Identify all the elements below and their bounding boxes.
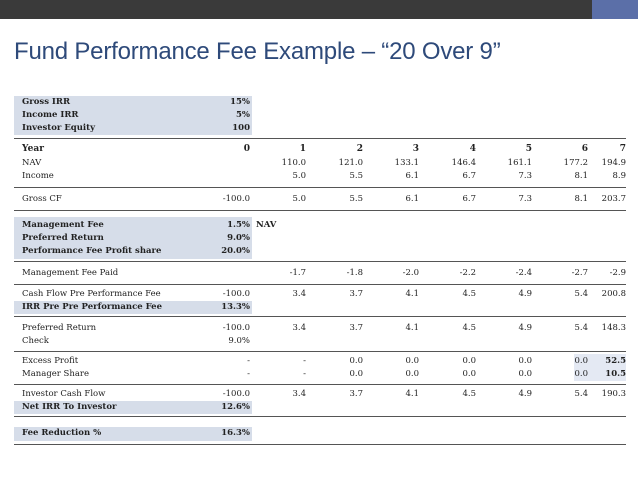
- excess-profit-row: [14, 355, 626, 368]
- cell-year-2: 0.0: [349, 356, 363, 366]
- cell-year-6: 5.4: [574, 323, 588, 333]
- row-label: Fee Reduction %: [22, 428, 102, 438]
- cell-year-7: 148.3: [601, 323, 626, 333]
- cell-year-7: 194.9: [601, 158, 626, 168]
- cell-year-4: 4: [469, 144, 476, 154]
- cell-year-4: 6.7: [462, 194, 476, 204]
- cell-year-4: 4.5: [462, 289, 476, 299]
- cell-year-3: 4.1: [405, 389, 419, 399]
- row-label: Preferred Return: [22, 323, 97, 333]
- cell-year-5: 7.3: [518, 171, 532, 181]
- cell-year-0: -: [247, 369, 250, 379]
- cell-year-0: -100.0: [222, 323, 250, 333]
- cell-year-2: 3.7: [349, 389, 363, 399]
- row-label: Income: [22, 171, 54, 181]
- cell-year-3: 6.1: [405, 171, 419, 181]
- cell-year-7: -2.9: [609, 268, 626, 278]
- year-row: [14, 143, 626, 156]
- cell-year-4: 4.5: [462, 389, 476, 399]
- cell-year-7: 10.5: [605, 369, 626, 379]
- irr-pre-row: [14, 301, 626, 314]
- cell-year-3: 4.1: [405, 323, 419, 333]
- divider: [14, 261, 626, 262]
- cell-year-6: 5.4: [574, 289, 588, 299]
- cell-year-4: 0.0: [462, 356, 476, 366]
- fee-label: Management Fee: [22, 220, 104, 230]
- input-label: Gross IRR: [22, 97, 71, 107]
- cell-year-7: 203.7: [601, 194, 626, 204]
- cell-year-5: 7.3: [518, 194, 532, 204]
- gross-cf-row: [14, 193, 626, 206]
- fee-value: 20.0%: [221, 246, 250, 256]
- cell-year-2: 5.5: [349, 194, 363, 204]
- row-label: Gross CF: [22, 194, 62, 204]
- cell-year-3: 0.0: [405, 356, 419, 366]
- cell-year-5: 0.0: [518, 369, 532, 379]
- cell-year-6: 8.1: [574, 171, 588, 181]
- cell-year-5: 161.1: [507, 158, 532, 168]
- cell-year-0: -: [247, 356, 250, 366]
- fee-note: NAV: [256, 220, 277, 230]
- row-label: Investor Cash Flow: [22, 389, 106, 399]
- input-value: 100: [232, 123, 250, 133]
- cell-year-2: 2: [356, 144, 363, 154]
- cell-year-0: -100.0: [222, 389, 250, 399]
- fee-value: 9.0%: [227, 233, 250, 243]
- row-label: Cash Flow Pre Performance Fee: [22, 289, 161, 299]
- fee-reduction-row: [14, 427, 626, 440]
- fee-label: Performance Fee Profit share: [22, 246, 162, 256]
- cell-year-2: 121.0: [338, 158, 363, 168]
- cell-year-4: 146.4: [451, 158, 476, 168]
- cell-year-7: 7: [619, 144, 626, 154]
- row-value: 9.0%: [228, 336, 250, 346]
- divider: [14, 316, 626, 317]
- input-label: Investor Equity: [22, 123, 96, 133]
- cell-year-3: 133.1: [394, 158, 419, 168]
- fee-table: [14, 90, 626, 476]
- cell-year-3: 0.0: [405, 369, 419, 379]
- cell-year-6: 0.0: [574, 369, 588, 379]
- cell-year-2: 5.5: [349, 171, 363, 181]
- input-value: 15%: [230, 97, 250, 107]
- input-income-irr: [14, 109, 626, 122]
- fee-performance-share: [14, 245, 626, 258]
- manager-share-row: [14, 368, 626, 381]
- cell-year-5: 5: [525, 144, 532, 154]
- cell-year-1: 5.0: [292, 171, 306, 181]
- row-value: 12.6%: [221, 402, 250, 412]
- cell-year-6: 8.1: [574, 194, 588, 204]
- divider: [14, 351, 626, 352]
- cell-year-7: 52.5: [605, 356, 626, 366]
- investor-cf-row: [14, 388, 626, 401]
- cell-year-6: -2.7: [571, 268, 588, 278]
- pref-return-row: [14, 322, 626, 335]
- row-label: IRR Pre Pre Performance Fee: [22, 302, 163, 312]
- divider: [14, 138, 626, 139]
- cell-year-2: -1.8: [346, 268, 363, 278]
- cell-year-0: -100.0: [222, 194, 250, 204]
- divider: [14, 210, 626, 211]
- slide-title: Fund Performance Fee Example – “20 Over 9”: [14, 38, 501, 65]
- cell-year-2: 0.0: [349, 369, 363, 379]
- cell-year-4: 0.0: [462, 369, 476, 379]
- cf-pre-row: [14, 288, 626, 301]
- fee-preferred-return: [14, 232, 626, 245]
- cell-year-4: 6.7: [462, 171, 476, 181]
- row-value: 13.3%: [221, 302, 250, 312]
- divider: [14, 384, 626, 385]
- cell-year-3: 3: [412, 144, 419, 154]
- cell-year-5: 0.0: [518, 356, 532, 366]
- input-gross-irr: [14, 96, 626, 109]
- row-label: Excess Profit: [22, 356, 79, 366]
- net-irr-row: [14, 401, 626, 414]
- row-label: Management Fee Paid: [22, 268, 119, 278]
- cell-year-7: 8.9: [612, 171, 626, 181]
- cell-year-1: 5.0: [292, 194, 306, 204]
- cell-year-3: -2.0: [402, 268, 419, 278]
- cell-year-4: -2.2: [459, 268, 476, 278]
- cell-year-1: -1.7: [289, 268, 306, 278]
- cell-year-5: 4.9: [518, 323, 532, 333]
- fee-label: Preferred Return: [22, 233, 104, 243]
- input-label: Income IRR: [22, 110, 79, 120]
- cell-year-1: 1: [299, 144, 306, 154]
- cell-year-2: 3.7: [349, 323, 363, 333]
- row-value: 16.3%: [221, 428, 250, 438]
- cell-year-3: 4.1: [405, 289, 419, 299]
- input-value: 5%: [236, 110, 250, 120]
- cell-year-5: -2.4: [515, 268, 532, 278]
- cell-year-6: 177.2: [563, 158, 588, 168]
- check-row: [14, 335, 626, 348]
- cell-year-1: -: [303, 369, 306, 379]
- cell-year-1: -: [303, 356, 306, 366]
- input-investor-equity: [14, 122, 626, 135]
- cell-year-3: 6.1: [405, 194, 419, 204]
- cell-year-2: 3.7: [349, 289, 363, 299]
- nav-row: [14, 157, 626, 170]
- cell-year-7: 200.8: [601, 289, 626, 299]
- top-bar-accent: [592, 0, 638, 19]
- cell-year-5: 4.9: [518, 389, 532, 399]
- divider: [14, 187, 626, 188]
- divider: [14, 444, 626, 445]
- cell-year-1: 3.4: [292, 389, 306, 399]
- row-label: Check: [22, 336, 49, 346]
- cell-year-0: -100.0: [222, 289, 250, 299]
- row-label: Year: [22, 144, 44, 154]
- income-row: [14, 170, 626, 183]
- cell-year-5: 4.9: [518, 289, 532, 299]
- row-label: Manager Share: [22, 369, 90, 379]
- row-label: NAV: [22, 158, 42, 168]
- divider: [14, 416, 626, 417]
- cell-year-7: 190.3: [601, 389, 626, 399]
- cell-year-1: 3.4: [292, 289, 306, 299]
- fee-value: 1.5%: [227, 220, 250, 230]
- cell-year-6: 5.4: [574, 389, 588, 399]
- cell-year-0: 0: [243, 144, 250, 154]
- fee-management: [14, 219, 626, 232]
- cell-year-6: 6: [581, 144, 588, 154]
- cell-year-4: 4.5: [462, 323, 476, 333]
- mgmt-fee-paid-row: [14, 267, 626, 280]
- cell-year-1: 110.0: [281, 158, 306, 168]
- divider: [14, 284, 626, 285]
- row-label: Net IRR To Investor: [22, 402, 117, 412]
- top-bar: [0, 0, 638, 19]
- cell-year-1: 3.4: [292, 323, 306, 333]
- cell-year-6: 0.0: [574, 356, 588, 366]
